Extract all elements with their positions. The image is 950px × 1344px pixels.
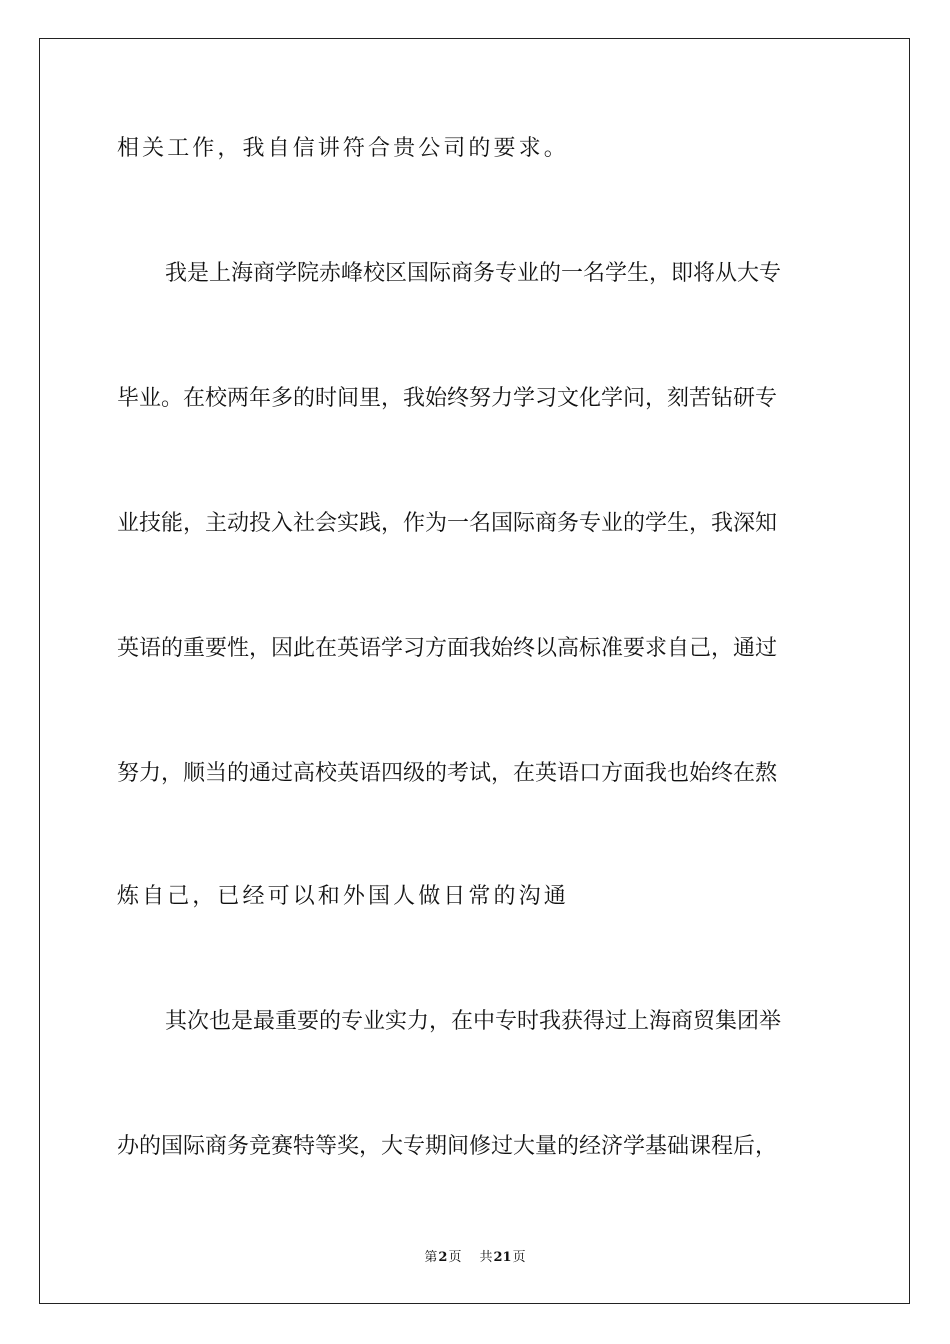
text-line-8: 其次也是最重要的专业实力，在中专时我获得过上海商贸集团举 [165, 1009, 782, 1034]
text-line-3: 毕业。在校两年多的时间里，我始终努力学习文化学问，刻苦钻研专 [117, 386, 778, 411]
text-line-5: 英语的重要性，因此在英语学习方面我始终以高标准要求自己，通过 [117, 636, 778, 661]
text-line-2: 我是上海商学院赤峰校区国际商务专业的一名学生，即将从大专 [165, 261, 782, 286]
page-number: 2 [438, 1250, 448, 1265]
page-suffix: 页 [448, 1250, 462, 1265]
text-line-7: 炼自己，已经可以和外国人做日常的沟通 [117, 884, 569, 909]
page-border [39, 38, 910, 1304]
text-line-4: 业技能，主动投入社会实践，作为一名国际商务专业的学生，我深知 [117, 511, 778, 536]
text-line-9: 办的国际商务竞赛特等奖，大专期间修过大量的经济学基础课程后， [117, 1134, 778, 1159]
total-pages: 21 [493, 1250, 512, 1265]
text-line-6: 努力，顺当的通过高校英语四级的考试，在英语口方面我也始终在熬 [117, 761, 778, 786]
page-footer [0, 1246, 950, 1265]
total-suffix: 页 [512, 1250, 526, 1265]
page-prefix: 第 [424, 1250, 438, 1265]
text-line-1: 相关工作，我自信讲符合贵公司的要求。 [117, 136, 569, 161]
total-prefix: 共 [479, 1250, 493, 1265]
